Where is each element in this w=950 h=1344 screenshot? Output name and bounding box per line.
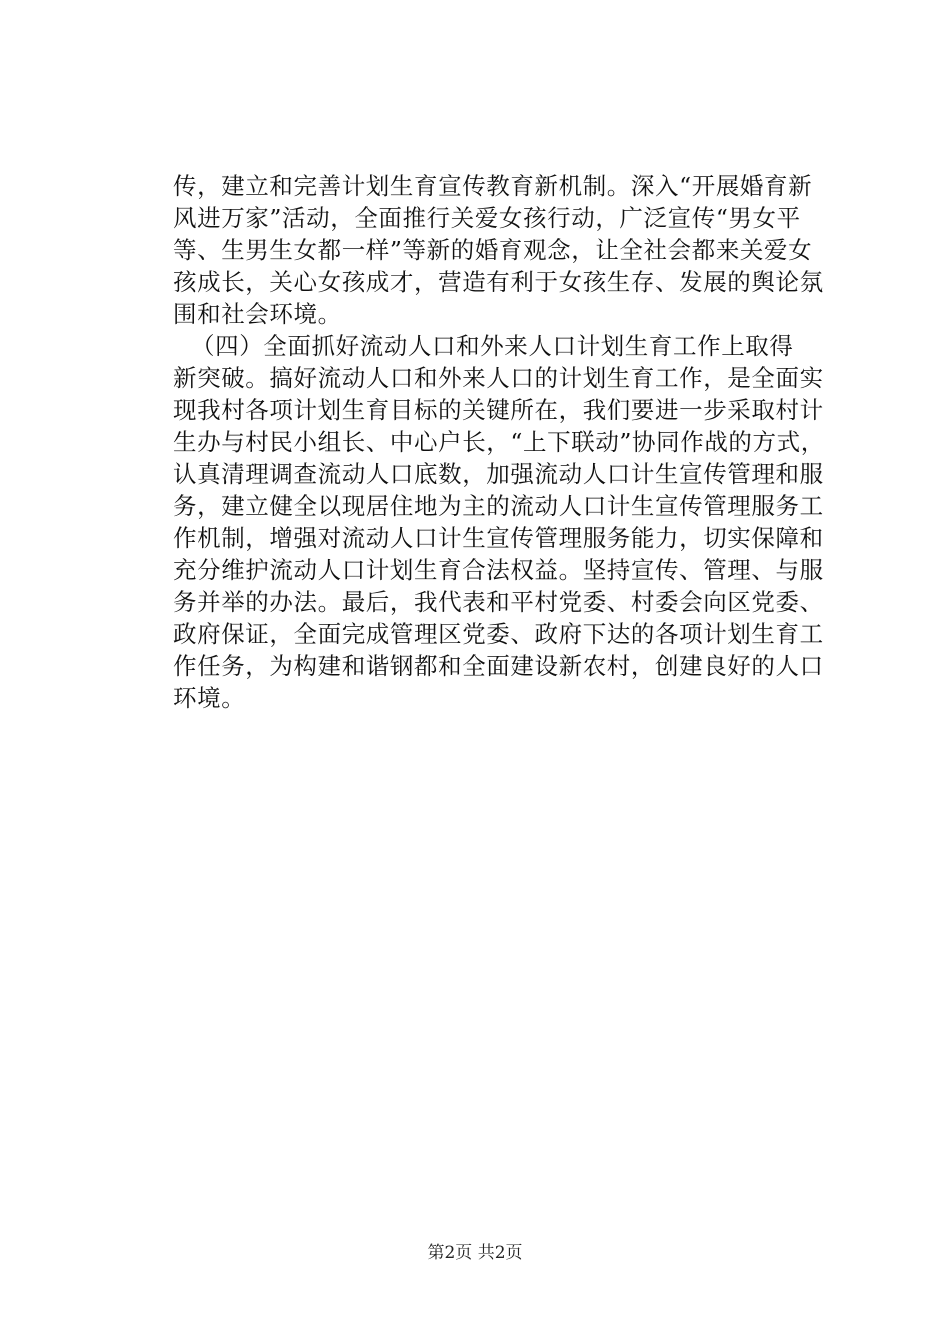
text-line: 围和社会环境。: [173, 300, 342, 328]
text-line: 传，建立和完善计划生育宣传教育新机制。深入“开展婚育新: [173, 172, 813, 200]
text-line: 务并举的办法。最后，我代表和平村党委、村委会向区党委、: [173, 588, 824, 616]
text-line: 现我村各项计划生育目标的关键所在，我们要进一步采取村计: [173, 396, 824, 424]
text-line: 孩成长，关心女孩成才，营造有利于女孩生存、发展的舆论氛: [173, 268, 824, 296]
page-number: 第2页 共2页: [427, 1243, 523, 1263]
document-body: [173, 170, 833, 714]
text-line: 作机制，增强对流动人口计生宣传管理服务能力，切实保障和: [173, 524, 824, 552]
text-line: 充分维护流动人口计划生育合法权益。坚持宣传、管理、与服: [173, 556, 824, 584]
text-line: 政府保证，全面完成管理区党委、政府下达的各项计划生育工: [173, 620, 824, 648]
text-line: 等、生男生女都一样”等新的婚育观念，让全社会都来关爱女: [173, 236, 813, 264]
text-line: 作任务，为构建和谐钢都和全面建设新农村，创建良好的人口: [173, 652, 824, 680]
text-line: 新突破。搞好流动人口和外来人口的计划生育工作，是全面实: [173, 364, 824, 392]
text-line: 认真清理调查流动人口底数，加强流动人口计生宣传管理和服: [173, 460, 824, 488]
paragraph-start-line: （四）全面抓好流动人口和外来人口计划生育工作上取得: [191, 332, 794, 360]
text-line: 务，建立健全以现居住地为主的流动人口计生宣传管理服务工: [173, 492, 824, 520]
text-line: 生办与村民小组长、中心户长，“上下联动”协同作战的方式，: [173, 428, 825, 456]
text-line: 风进万家”活动，全面推行关爱女孩行动，广泛宣传“男女平: [173, 204, 801, 232]
text-line: 环境。: [173, 684, 246, 712]
page-footer: [0, 1242, 950, 1264]
